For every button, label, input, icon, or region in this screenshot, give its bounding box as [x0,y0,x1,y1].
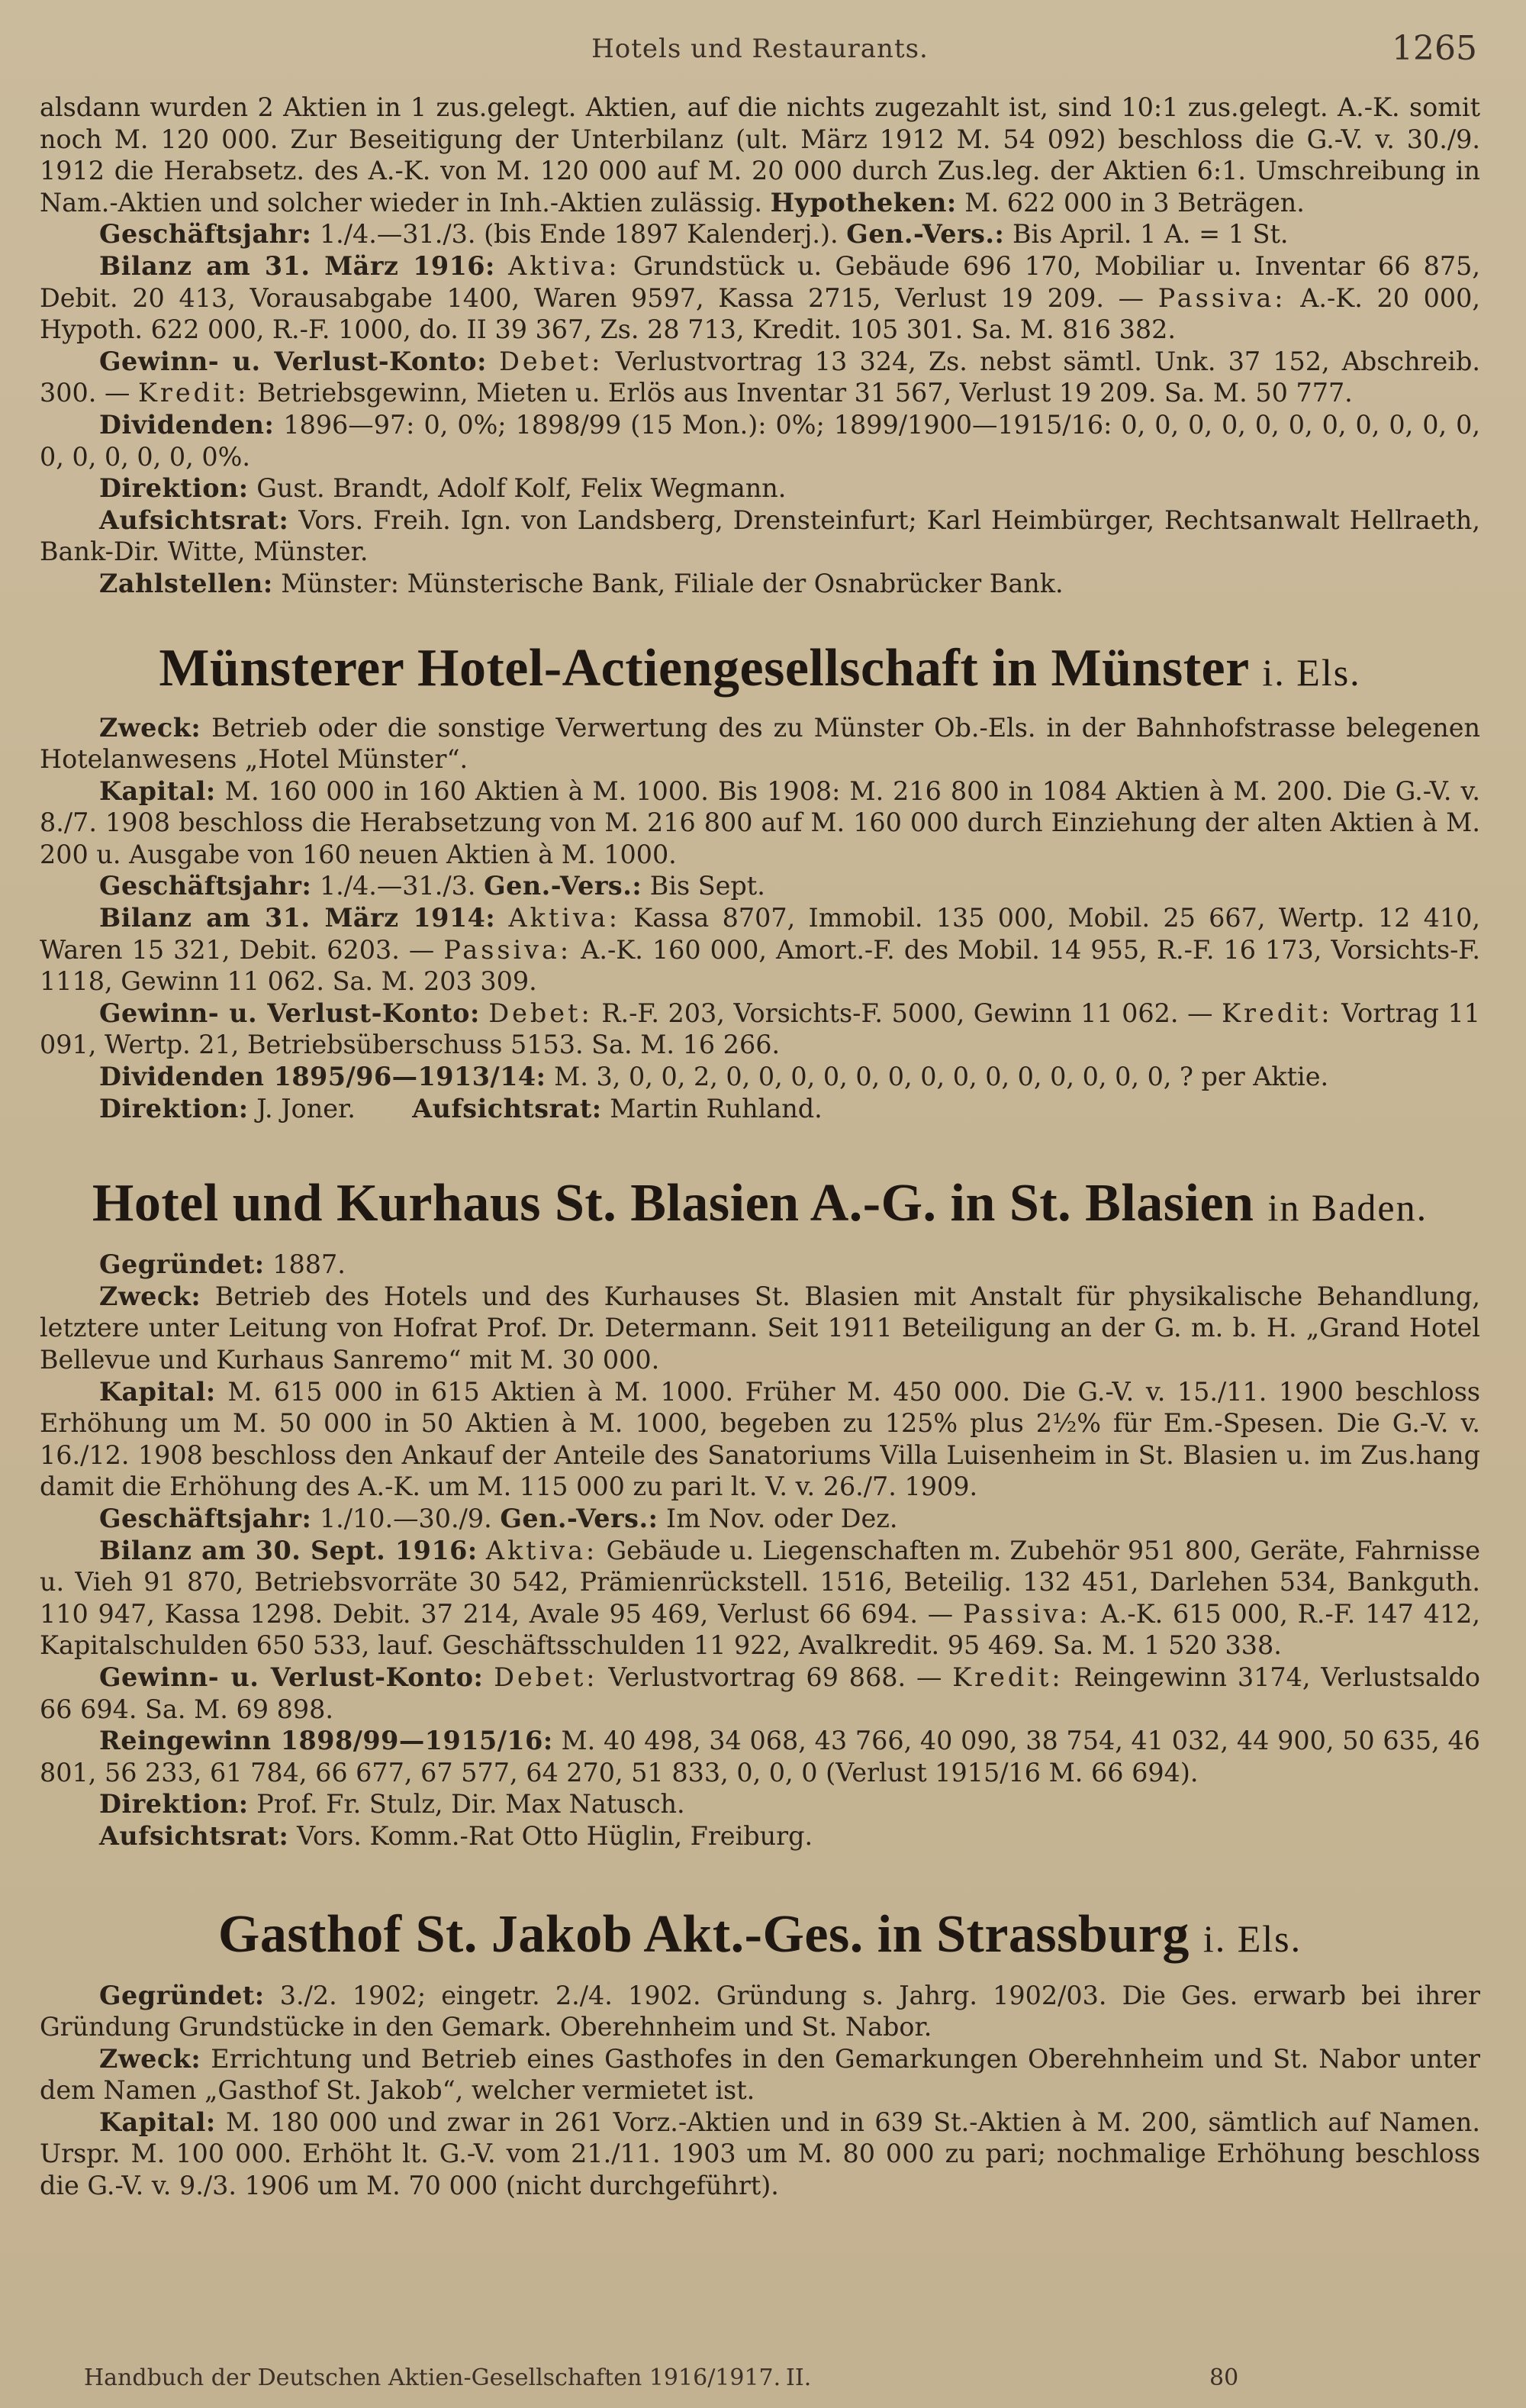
supervisory-board-paragraph: Aufsichtsrat: Vors. Komm.-Rat Otto Hüglin, Freiburg. [99,1820,813,1851]
page-footer [84,2364,1480,2391]
section-st-blasien [40,1249,1480,1852]
fiscal-year-paragraph: Geschäftsjahr: 1./4.—31./3. (bis Ende 1897 Kalenderj.). Gen.-Vers.: Bis April. 1 A. = 1 St. [99,219,1289,250]
running-header [40,23,1480,92]
footer-book-title: Handbuch der Deutschen Aktien-Gesellschaften 1916/1917. [84,2364,781,2391]
company-heading-st-jakob: Gasthof St. Jakob Akt.-Ges. in Strassburg i. Els. [217,1904,1302,1964]
footer-signature: 80 [1209,2364,1239,2391]
supervisory-board-paragraph: Aufsichtsrat: Vors. Freih. Ign. von Landsberg, Drensteinfurt; Karl Heimbürger, Rechtsanwalt Hellraeth, Bank-Dir. Witte, Münster. [40,504,1480,567]
company-heading-muenster: Münsterer Hotel-Actiengesellschaft in Münster i. Els. [159,638,1361,698]
section-st-jakob [40,1980,1480,2202]
purpose-paragraph: Zweck: Betrieb oder die sonstige Verwertung des zu Münster Ob.-Els. in der Bahnhofstrasse belegenen Hotelanwesens „Hotel Münster“. [40,712,1480,775]
balance-paragraph: Bilanz am 31. März 1914: Aktiva: Kassa 8707, Immobil. 135 000, Mobil. 25 667, Wertp. 12 410, Waren 15 321, Debit. 6203. — Passiva: A.-K. 160 000, Amort.-F. des Mobil. 14 955, R.-F. 16 173, Vorsichts-F. 1118, Gewinn 11 062. Sa. M. 203 309. [40,903,1480,997]
running-title: Hotels und Restaurants. [591,34,929,64]
capital-continuation-paragraph: alsdann wurden 2 Aktien in 1 zus.gelegt. Aktien, auf die nichts zugezahlt ist, sind 10:1 zus.gelegt. A.-K. somit noch M. 120 000. Zur Beseitigung der Unterbilanz (ult. März 1912 M. 54 092) beschloss die G.-V. v. 30./9. 1912 die Herabsetz. des A.-K. von M. 120 000 auf M. 20 000 durch Zus.leg. der Aktien 6:1. Umschreibung in Nam.-Aktien und solcher wieder in Inh.-Aktien zulässig. Hypotheken: M. 622 000 in 3 Beträgen. [40,92,1480,218]
purpose-paragraph: Zweck: Betrieb des Hotels und des Kurhauses St. Blasien mit Anstalt für physikalische Behandlung, letztere unter Leitung von Hofrat Prof. Dr. Determann. Seit 1911 Beteiligung an der G. m. b. H. „Grand Hotel Bellevue und Kurhaus Sanremo“ mit M. 30 000. [40,1281,1480,1375]
company-heading-st-blasien: Hotel und Kurhaus St. Blasien A.-G. in St. Blasien in Baden. [92,1174,1428,1233]
profit-loss-paragraph: Gewinn- u. Verlust-Konto: Debet: Verlustvortrag 13 324, Zs. nebst sämtl. Unk. 37 152, Abschreib. 300. — Kredit: Betriebsgewinn, Mieten u. Erlös aus Inventar 31 567, Verlust 19 209. Sa. M. 50 777. [40,346,1480,408]
dividends-paragraph: Dividenden 1895/96—1913/14: M. 3, 0, 0, 2, 0, 0, 0, 0, 0, 0, 0, 0, 0, 0, 0, 0, 0, 0, ? per Aktie. [99,1062,1329,1092]
capital-paragraph: Kapital: M. 180 000 und zwar in 261 Vorz.-Aktien und in 639 St.-Aktien à M. 200, sämtlich auf Namen. Urspr. M. 100 000. Erhöht lt. G.-V. vom 21./11. 1903 um M. 80 000 zu pari; nochmalige Erhöhung beschloss die G.-V. v. 9./3. 1906 um M. 70 000 (nicht durchgeführt). [40,2107,1480,2201]
paying-agents-paragraph: Zahlstellen: Münster: Münsterische Bank, Filiale der Osnabrücker Bank. [99,568,1064,598]
purpose-paragraph: Zweck: Errichtung und Betrieb eines Gasthofes in den Gemarkungen Oberehnheim und St. Nabor unter dem Namen „Gasthof St. Jakob“, welcher vermietet ist. [40,2043,1480,2106]
founded-paragraph: Gegründet: 1887. [99,1249,346,1280]
section-continuation [40,92,1480,600]
balance-paragraph: Bilanz am 31. März 1916: Aktiva: Grundstück u. Gebäude 696 170, Mobiliar u. Inventar 66 875, Debit. 20 413, Vorausabgabe 1400, Waren 9597, Kassa 2715, Verlust 19 209. — Passiva: A.-K. 20 000, Hypoth. 622 000, R.-F. 1000, do. II 39 367, Zs. 28 713, Kredit. 105 301. Sa. M. 816 382. [40,250,1481,345]
founded-paragraph: Gegründet: 3./2. 1902; eingetr. 2./4. 1902. Gründung s. Jahrg. 1902/03. Die Ges. erwarb bei ihrer Gründung Grundstücke in den Gemark. Oberehnheim und St. Nabor. [40,1980,1480,2042]
section-muenster [40,712,1480,1125]
capital-paragraph: Kapital: M. 160 000 in 160 Aktien à M. 1000. Bis 1908: M. 216 800 in 1084 Aktien à M. 200. Die G.-V. v. 8./7. 1908 beschloss die Herabsetzung von M. 216 800 auf M. 160 000 durch Einziehung der alten Aktien à M. 200 u. Ausgabe von 160 neuen Aktien à M. 1000. [40,775,1480,869]
page-number: 1265 [1392,29,1477,68]
footer-volume: II. [786,2364,812,2391]
profit-loss-paragraph: Gewinn- u. Verlust-Konto: Debet: Verlustvortrag 69 868. — Kredit: Reingewinn 3174, Verlustsaldo 66 694. Sa. M. 69 898. [40,1662,1480,1724]
dividends-paragraph: Dividenden: 1896—97: 0, 0%; 1898/99 (15 Mon.): 0%; 1899/1900—1915/16: 0, 0, 0, 0, 0, 0, 0, 0, 0, 0, 0, 0, 0, 0, 0, 0, 0%. [40,409,1480,472]
net-profit-paragraph: Reingewinn 1898/99—1915/16: M. 40 498, 34 068, 43 766, 40 090, 38 754, 41 032, 44 900, 50 635, 46 801, 56 233, 61 784, 66 677, 67 577, 64 270, 51 833, 0, 0, 0 (Verlust 1915/16 M. 66 694). [40,1726,1480,1787]
balance-paragraph: Bilanz am 30. Sept. 1916: Aktiva: Gebäude u. Liegenschaften m. Zubehör 951 800, Geräte, Fahrnisse u. Vieh 91 870, Betriebsvorräte 30 542, Prämienrückstell. 1516, Beteilig. 132 451, Darlehen 534, Bankguth. 110 947, Kassa 1298. Debit. 37 214, Avale 95 469, Verlust 66 694. — Passiva: A.-K. 615 000, R.-F. 147 412, Kapitalschulden 650 533, lauf. Geschäftsschulden 11 922, Avalkredit. 95 469. Sa. M. 1 520 338. [40,1535,1480,1661]
management-paragraph: Direktion: Prof. Fr. Stulz, Dir. Max Natusch. [99,1789,685,1820]
management-paragraph: Direktion: Gust. Brandt, Adolf Kolf, Felix Wegmann. [99,473,787,504]
management-paragraph: Direktion: J. Joner. Aufsichtsrat: Martin Ruhland. [99,1093,823,1123]
capital-paragraph: Kapital: M. 615 000 in 615 Aktien à M. 1000. Früher M. 450 000. Die G.-V. v. 15./11. 1900 beschloss Erhöhung um M. 50 000 in 50 Aktien à M. 1000, begeben zu 125% plus 2½% für Em.-Spesen. Die G.-V. v. 16./12. 1908 beschloss den Ankauf der Anteile des Sanatoriums Villa Luisenheim in St. Blasien u. im Zus.hang damit die Erhöhung des A.-K. um M. 115 000 zu pari lt. V. v. 26./7. 1909. [40,1376,1480,1502]
fiscal-year-paragraph: Geschäftsjahr: 1./4.—31./3. Gen.-Vers.: Bis Sept. [99,871,765,901]
fiscal-year-paragraph: Geschäftsjahr: 1./10.—30./9. Gen.-Vers.: Im Nov. oder Dez. [99,1503,898,1533]
profit-loss-paragraph: Gewinn- u. Verlust-Konto: Debet: R.-F. 203, Vorsichts-F. 5000, Gewinn 11 062. — Kredit: Vortrag 11 091, Wertp. 21, Betriebsüberschuss 5153. Sa. M. 16 266. [40,998,1480,1060]
